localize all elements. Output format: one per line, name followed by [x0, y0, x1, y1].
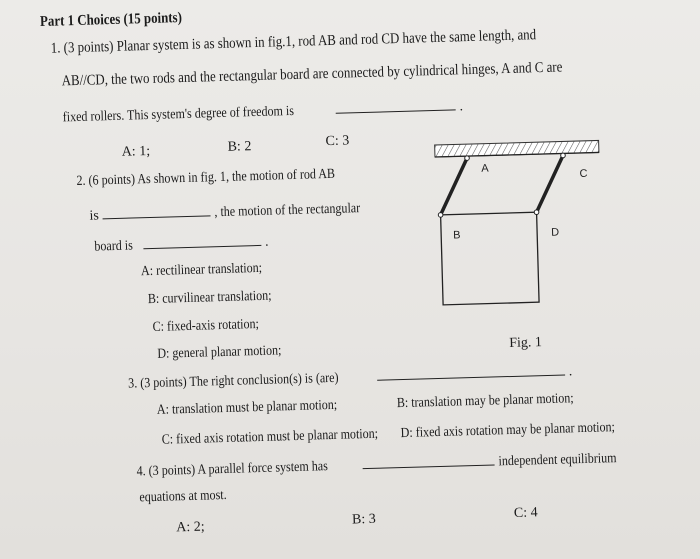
q1-line1: 1. (3 points) Planar system is as shown in fig.1, rod AB and rod CD have the same length, and: [50, 27, 537, 57]
q1-option-c: C: 3: [325, 133, 350, 150]
hinge-a: [465, 156, 470, 161]
figure-1-diagram: [428, 132, 623, 327]
label-d: D: [550, 226, 560, 239]
q2-line1: 2. (6 points) As shown in fig. 1, the motion of rod AB: [76, 166, 336, 190]
hinge-d: [534, 210, 539, 215]
q2-rod-blank: [103, 204, 211, 219]
q2-option-c: C: fixed-axis rotation;: [152, 317, 260, 335]
rod-cd: [535, 155, 565, 212]
q4-line2: equations at most.: [139, 487, 227, 506]
label-b: B: [453, 229, 461, 242]
rod-ab: [439, 158, 469, 215]
q1-answer-blank: [335, 98, 455, 113]
q4-line1: 4. (3 points) A parallel force system has independent equilibrium: [136, 451, 618, 480]
q2-option-a: A: rectilinear translation;: [140, 260, 263, 280]
q2-line3: board is .: [94, 234, 269, 255]
q4-option-a: A: 2;: [176, 519, 205, 536]
section-title: Part 1 Choices (15 points): [39, 10, 183, 30]
rectangular-board: [441, 212, 539, 305]
q3-option-d: D: fixed axis rotation may be planar motion;: [400, 420, 616, 442]
q3-line1: 3. (3 points) The right conclusion(s) is (are) .: [127, 364, 573, 392]
q3-option-a: A: translation must be planar motion;: [156, 397, 338, 418]
q3-option-c: C: fixed axis rotation must be planar motion;: [161, 426, 379, 448]
q2-line2: is , the motion of the rectangular: [89, 201, 361, 224]
q3-answer-blank: [377, 363, 565, 380]
q4-option-c: C: 4: [513, 505, 538, 521]
hinge-c: [561, 153, 566, 158]
hinge-b: [438, 213, 443, 218]
q2-option-d: D: general planar motion;: [157, 343, 282, 362]
q1-option-a: A: 1;: [121, 143, 151, 160]
q1-line2: AB//CD, the two rods and the rectangular board are connected by cylindrical hinges, A and C are: [61, 59, 563, 90]
label-a: A: [481, 162, 489, 175]
q4-option-b: B: 3: [351, 511, 377, 528]
q4-answer-blank: [363, 453, 495, 469]
q2-board-blank: [143, 234, 261, 249]
figure-caption: Fig. 1: [509, 335, 543, 352]
label-c: C: [579, 167, 588, 180]
q1-option-b: B: 2: [227, 139, 252, 155]
q2-option-b: B: curvilinear translation;: [147, 288, 272, 308]
q1-line3: fixed rollers. This system's degree of freedom is .: [62, 99, 464, 126]
q3-option-b: B: translation may be planar motion;: [396, 391, 574, 412]
